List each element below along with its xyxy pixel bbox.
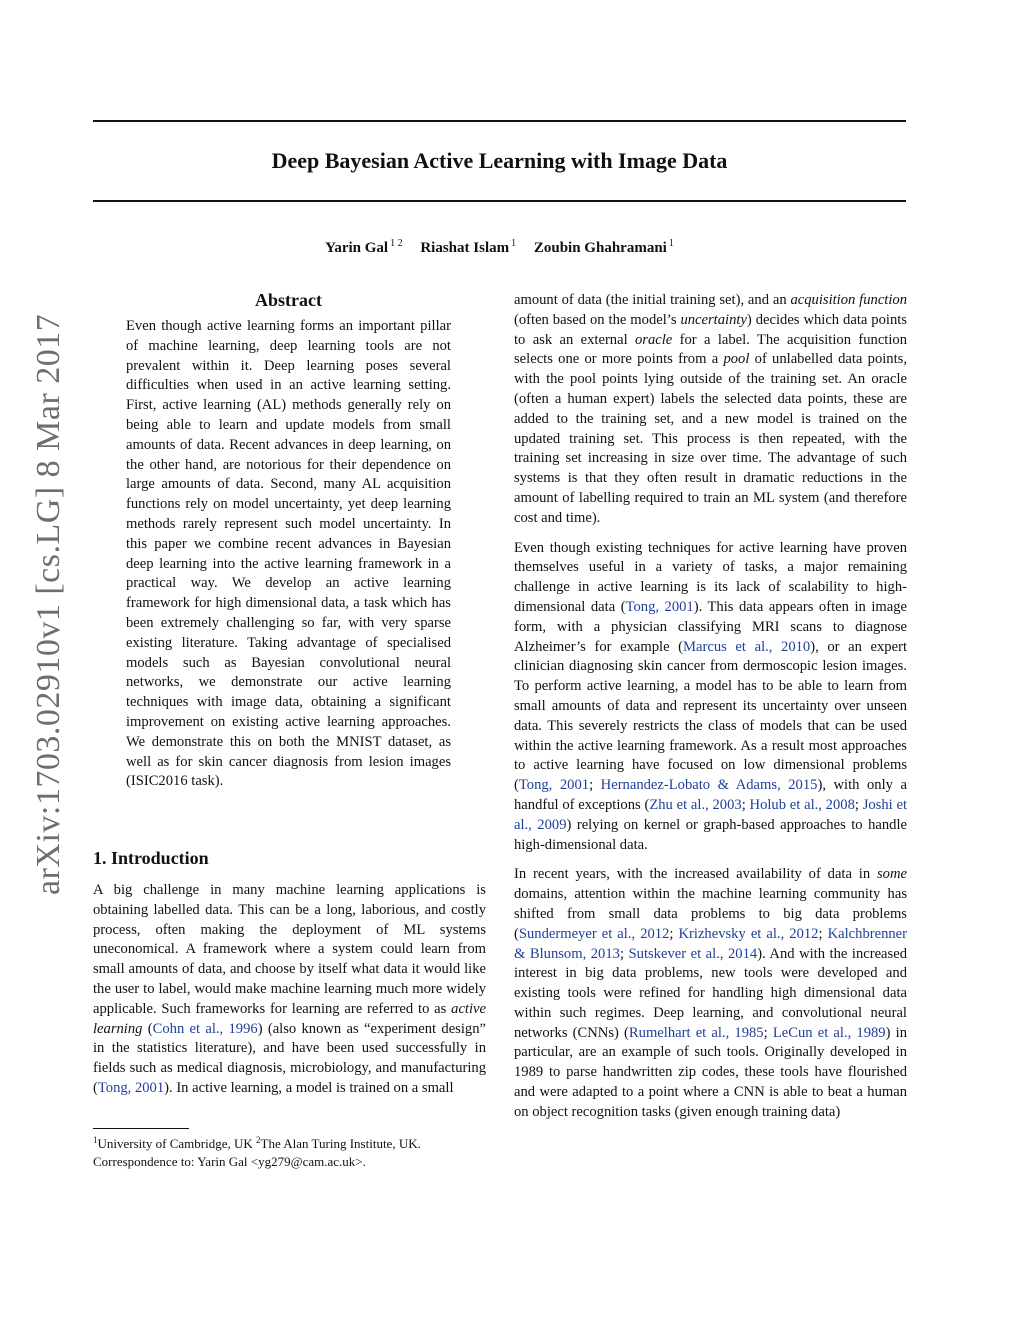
citation-link[interactable]: Zhu et al., 2003 <box>649 796 742 813</box>
citation-link[interactable]: Tong, 2001 <box>625 598 694 615</box>
arxiv-identifier: arXiv:1703.02910v1 [cs.LG] 8 Mar 2017 <box>30 313 67 895</box>
citation-link[interactable]: Rumelhart et al., 1985 <box>628 1024 764 1041</box>
right-column-body <box>514 291 907 1133</box>
intro-paragraph-2: amount of data (the initial training set), and an acquisition function (often based on the model’s uncertainty) decides which data points to ask an external oracle for a label. The acquisition function selects one or more points from a pool of unlabelled data points, with the pool points lying outside of the training set. An oracle (often a human expert) labels the selected data points, these are added to the training set, and a new model is trained on the updated training set. This process is then repeated, with the training set increasing in size over time. The advantage of such systems is that they often result in dramatic reductions in the amount of labelling required to train an ML system (and therefore cost and time). <box>514 292 907 526</box>
footnote-rule <box>93 1128 189 1129</box>
citation-link[interactable]: Sutskever et al., 2014 <box>628 945 758 962</box>
citation-link[interactable]: Marcus et al., 2010 <box>683 638 811 655</box>
citation-link[interactable]: Tong, 2001 <box>518 777 590 794</box>
abstract-text: Even though active learning forms an important pillar of machine learning, deep learning tools are not prevalent within it. Deep learning poses several difficulties when used in an active learning setting. First, active learning (AL) methods generally rely on being able to learn and update models from small amounts of data. Recent advances in deep learning, on the other hand, are notorious for their dependence on large amounts of data. Second, many AL acquisition functions rely on model uncertainty, yet deep learning methods rarely represent such model uncertainty. In this paper we combine recent advances in Bayesian deep learning into the active learning framework in a practical way. We develop an active learning framework for high dimensional data, a task which has been extremely challenging so far, with very sparse existing literature. Taking advantage of specialised models such as Bayesian convolutional neural networks, we demonstrate our active learning techniques with image data, obtaining a significant improvement on existing active learning approaches. We demonstrate this on both the MNIST dataset, as well as for skin cancer diagnosis from lesion images (ISIC2016 task). <box>126 318 451 790</box>
author-3: Zoubin Ghahramani $^1$ <box>533 238 674 256</box>
citation-link[interactable]: Krizhevsky et al., 2012 <box>678 925 819 942</box>
author-list <box>93 233 906 259</box>
citation-link[interactable]: Hernandez-Lobato & Adams, 2015 <box>600 777 818 794</box>
author-1: Yarin Gal $^{1 2}$ <box>325 238 403 256</box>
intro-paragraph-3: Even though existing techniques for active learning have proven themselves useful in a variety of tasks, a major remaining challenge in active learning is its lack of scalability to high-dimensional data (Tong, 2001). This data appears often in image form, with a physician classifying MRI scans to diagnose Alzheimer’s for example (Marcus et al., 2010), or an expert clinician diagnosing skin cancer from dermoscopic lesion images. To perform active learning, a model has to be able to learn from small amounts of data and represent its uncertainty over unseen data. This severely restricts the class of models that can be used within the active learning framework. As a result most approaches to active learning have focused on low dimensional problems (Tong, 2001; Hernandez-Lobato & Adams, 2015), with only a handful of exceptions (Zhu et al., 2003; Holub et al., 2008; Joshi et al., 2009) relying on kernel or graph-based approaches to handle high-dimensional data. <box>514 539 908 853</box>
left-column-body <box>93 881 486 1109</box>
paper-title: Deep Bayesian Active Learning with Image Data <box>271 148 728 173</box>
intro-paragraph-4: In recent years, with the increased availability of data in some domains, attention within the machine learning community has shifted from small data problems to big data problems (Sundermeyer et al., 2012; Krizhevsky et al., 2012; Kalchbrenner & Blunsom, 2013; Sutskever et al., 2014). And with the increased interest in big data problems, new tools were developed and existing tools were refined for handling high dimensional data within such regimes. Deep learning, and convolutional neural networks (CNNs) (Rumelhart et al., 1985; LeCun et al., 1989) in particular, are an example of such tools. Originally developed in 1989 to parse handwritten zip codes, these tools have flourished and were adapted to a point where a CNN is able to beat a human on object recognition tasks (given enough training data) <box>514 866 908 1120</box>
citation-link[interactable]: Sundermeyer et al., 2012 <box>518 925 670 942</box>
citation-link[interactable]: Joshi et al., 2009 <box>514 796 908 833</box>
author-2: Riashat Islam $^1$ <box>420 238 517 256</box>
top-rule <box>93 120 906 122</box>
intro-paragraph-1: A big challenge in many machine learning applications is obtaining labelled data. This can be a long, laborious, and costly process, often making the deployment of ML systems uneconomical. A framework where a system could learn from small amounts of data, and choose by itself what data it would like the user to label, would make machine learning much more widely applicable. Such frameworks for learning are referred to as active learning (Cohn et al., 1996) (also known as “experiment design” in the statistics literature), and have been used successfully in fields such as medical diagnosis, microbiology, and manufacturing (Tong, 2001). In active learning, a model is trained on a small <box>93 882 486 1096</box>
title-bottom-rule <box>93 200 906 202</box>
citation-link[interactable]: Tong, 2001 <box>97 1079 165 1096</box>
section-heading-introduction: 1. Introduction <box>93 848 209 868</box>
citation-link[interactable]: LeCun et al., 1989 <box>772 1024 886 1041</box>
citation-link[interactable]: Holub et al., 2008 <box>749 796 855 813</box>
citation-link[interactable]: Kalchbrenner & Blunsom, 2013 <box>514 925 908 962</box>
affiliation-footnote: $^1$University of Cambridge, UK $^2$The Alan Turing Institute, UK. Correspondence to: Yarin Gal <yg279@cam.ac.uk>. <box>93 1135 421 1169</box>
citation-link[interactable]: Cohn et al., 1996 <box>152 1020 258 1037</box>
abstract-heading: Abstract <box>255 290 322 310</box>
